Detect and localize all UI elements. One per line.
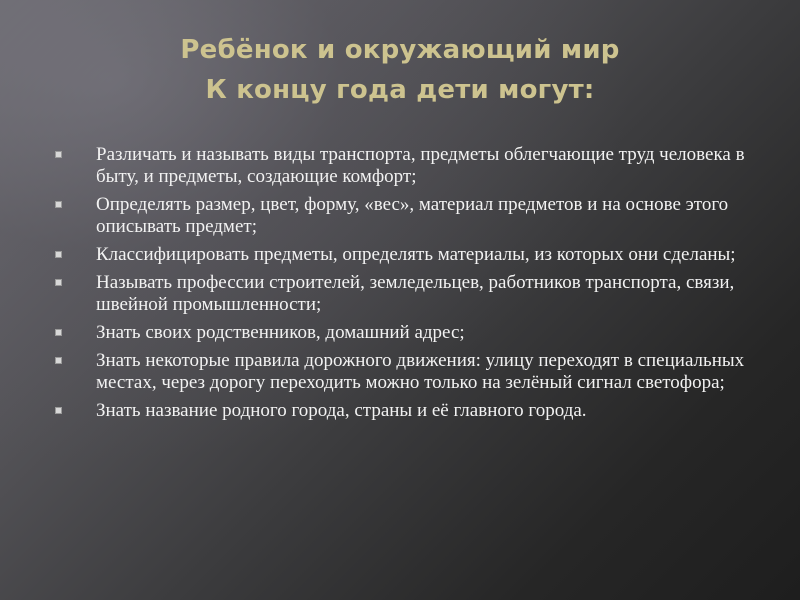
square-bullet-icon bbox=[55, 357, 62, 364]
list-item bbox=[52, 244, 752, 266]
square-bullet-icon bbox=[55, 407, 62, 414]
list-item bbox=[52, 144, 752, 188]
slide-title-line-1: Ребёнок и окружающий мир bbox=[180, 35, 620, 65]
list-item-text: Называть профессии строителей, земледельцев, работников транспорта, связи, швейной промышленности; bbox=[96, 272, 735, 315]
list-item bbox=[52, 272, 752, 316]
list-item bbox=[52, 400, 752, 422]
slide-title bbox=[0, 30, 800, 110]
list-item-text: Знать некоторые правила дорожного движения: улицу переходят в специальных местах, через дорогу переходить можно только на зелёный сигнал светофора; bbox=[96, 350, 745, 393]
list-item bbox=[52, 322, 752, 344]
bullet-list bbox=[52, 144, 752, 428]
square-bullet-icon bbox=[55, 201, 62, 208]
list-item-text: Определять размер, цвет, форму, «вес», материал предметов и на основе этого описывать предмет; bbox=[96, 194, 729, 237]
list-item-text: Классифицировать предметы, определять материалы, из которых они сделаны; bbox=[96, 244, 736, 265]
square-bullet-icon bbox=[55, 329, 62, 336]
square-bullet-icon bbox=[55, 279, 62, 286]
list-item-text: Знать название родного города, страны и её главного города. bbox=[96, 400, 587, 421]
list-item bbox=[52, 194, 752, 238]
square-bullet-icon bbox=[55, 151, 62, 158]
square-bullet-icon bbox=[55, 251, 62, 258]
list-item-text: Знать своих родственников, домашний адрес; bbox=[96, 322, 465, 343]
list-item bbox=[52, 350, 752, 394]
slide-title-line-2: К концу года дети могут: bbox=[205, 75, 595, 105]
list-item-text: Различать и называть виды транспорта, предметы облегчающие труд человека в быту, и предметы, создающие комфорт; bbox=[96, 144, 745, 187]
